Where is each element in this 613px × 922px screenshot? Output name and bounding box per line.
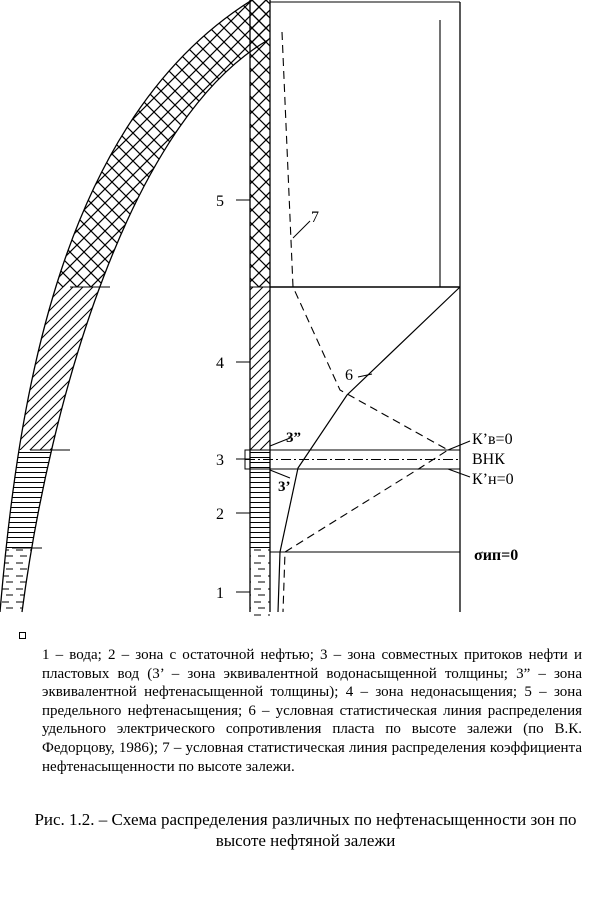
- depth-label-3: 3: [216, 452, 224, 469]
- curve-label-7: 7: [311, 209, 319, 226]
- arch-zone-1: [0, 548, 270, 618]
- zone-label-3-double-prime: 3”: [286, 430, 301, 446]
- label-6-leader: [358, 374, 372, 377]
- label-vnk: ВНК: [472, 451, 505, 468]
- zone-label-3-prime: 3’: [278, 479, 291, 495]
- kv-leader: [448, 441, 470, 450]
- depth-label-2: 2: [216, 506, 224, 523]
- label-kn-zero: К’н=0: [472, 471, 514, 488]
- chart-frame: [245, 2, 460, 612]
- arch-outer-edge: [0, 0, 252, 612]
- bullet-marker: [19, 632, 26, 639]
- reservoir-arch: [0, 0, 270, 618]
- label-3p-leader: [270, 470, 290, 478]
- arch-zone-4: [0, 287, 270, 450]
- legend-text: 1 – вода; 2 – зона с остаточной нефтью; 3 – зона совместных притоков нефти и пластовых вод (3’ – зона эквивалентной водонасыщенной толщины; 3” – зона эквивалентной нефтенасыщенной толщины); 4 – зона недонасыщения; 5 – зона предельного нефтенасыщения; 6 – условная статистическая линия распределения удельного электрического сопротивления пласта по высоте залежи (по В.К. Федорцову, 1986); 7 – условная статистическая линия распределения коэффициента нефтенасыщенности по высоте залежи.: [42, 647, 582, 775]
- label-kv-zero: К’в=0: [472, 431, 513, 448]
- depth-label-5: 5: [216, 193, 224, 210]
- depth-label-1: 1: [216, 585, 224, 602]
- figure-caption: Рис. 1.2. – Схема распределения различных по нефтенасыщенности зон по высоте нефтяной залежи: [34, 810, 577, 850]
- kn-leader: [448, 469, 470, 477]
- depth-label-4: 4: [216, 355, 224, 372]
- arch-zone-5: [0, 0, 270, 287]
- label-7-leader: [293, 221, 310, 238]
- label-sigma-zero: σип=0: [474, 547, 519, 564]
- curve-label-6: 6: [345, 367, 353, 384]
- well-column: [250, 0, 270, 618]
- depth-axis: [236, 200, 250, 592]
